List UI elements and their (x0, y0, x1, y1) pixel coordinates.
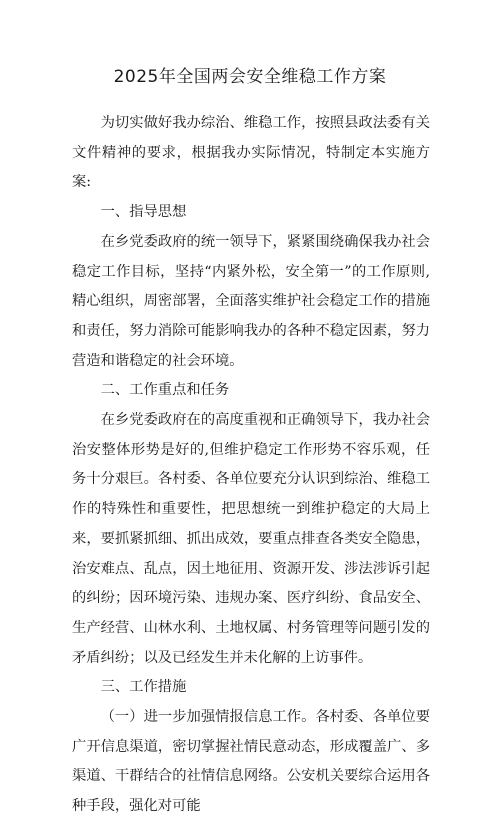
guiding-ideology-paragraph: 在乡党委政府的统一领导下，紧紧围绕确保我办社会稳定工作目标，坚持“内紧外松，安全第一”的工作原则,精心组织，周密部署，全面落实维护社会稳定工作的措施和责任，努力消除可能影响我办的各种不稳定因素，努力营造和谐稳定的社会环境。 (72, 233, 430, 369)
key-tasks-paragraph: 在乡党委政府在的高度重视和正确领导下，我办社会治安整体形势是好的,但维护稳定工作形势不容乐观，任务十分艰巨。各村委、各单位要充分认识到综治、维稳工作的特殊性和重要性，把思想统一到维护稳定的大局上来，要抓紧抓细、抓出成效，要重点排查各类安全隐患，治安难点、乱点，因土地征用、资源开发、涉法涉诉引起的纠纷；因环境污染、违规办案、医疗纠纷、食品安全、生产经营、山林水利、土地权属、村务管理等问题引发的矛盾纠纷；以及已经发生并未化解的上访事件。 (72, 412, 430, 666)
document-title: 2025年全国两会安全维稳工作方案 (113, 67, 387, 87)
section-heading-key-tasks: 二、工作重点和任务 (100, 382, 230, 399)
intro-paragraph: 为切实做好我办综治、维稳工作，按照县政法委有关文件精神的要求，根据我办实际情况，特制定本实施方案: (72, 115, 430, 191)
work-measures-paragraph: （一）进一步加强情报信息工作。各村委、各单位要广开信息渠道，密切掌握社情民意动态，形成覆盖广、多渠道、干群结合的社情信息网络。公安机关要综合运用各种手段，强化对可能 (72, 709, 430, 815)
section-heading-guiding-ideology: 一、指导思想 (100, 204, 187, 221)
section-heading-work-measures: 三、工作措施 (100, 679, 187, 696)
document-body (72, 109, 430, 822)
